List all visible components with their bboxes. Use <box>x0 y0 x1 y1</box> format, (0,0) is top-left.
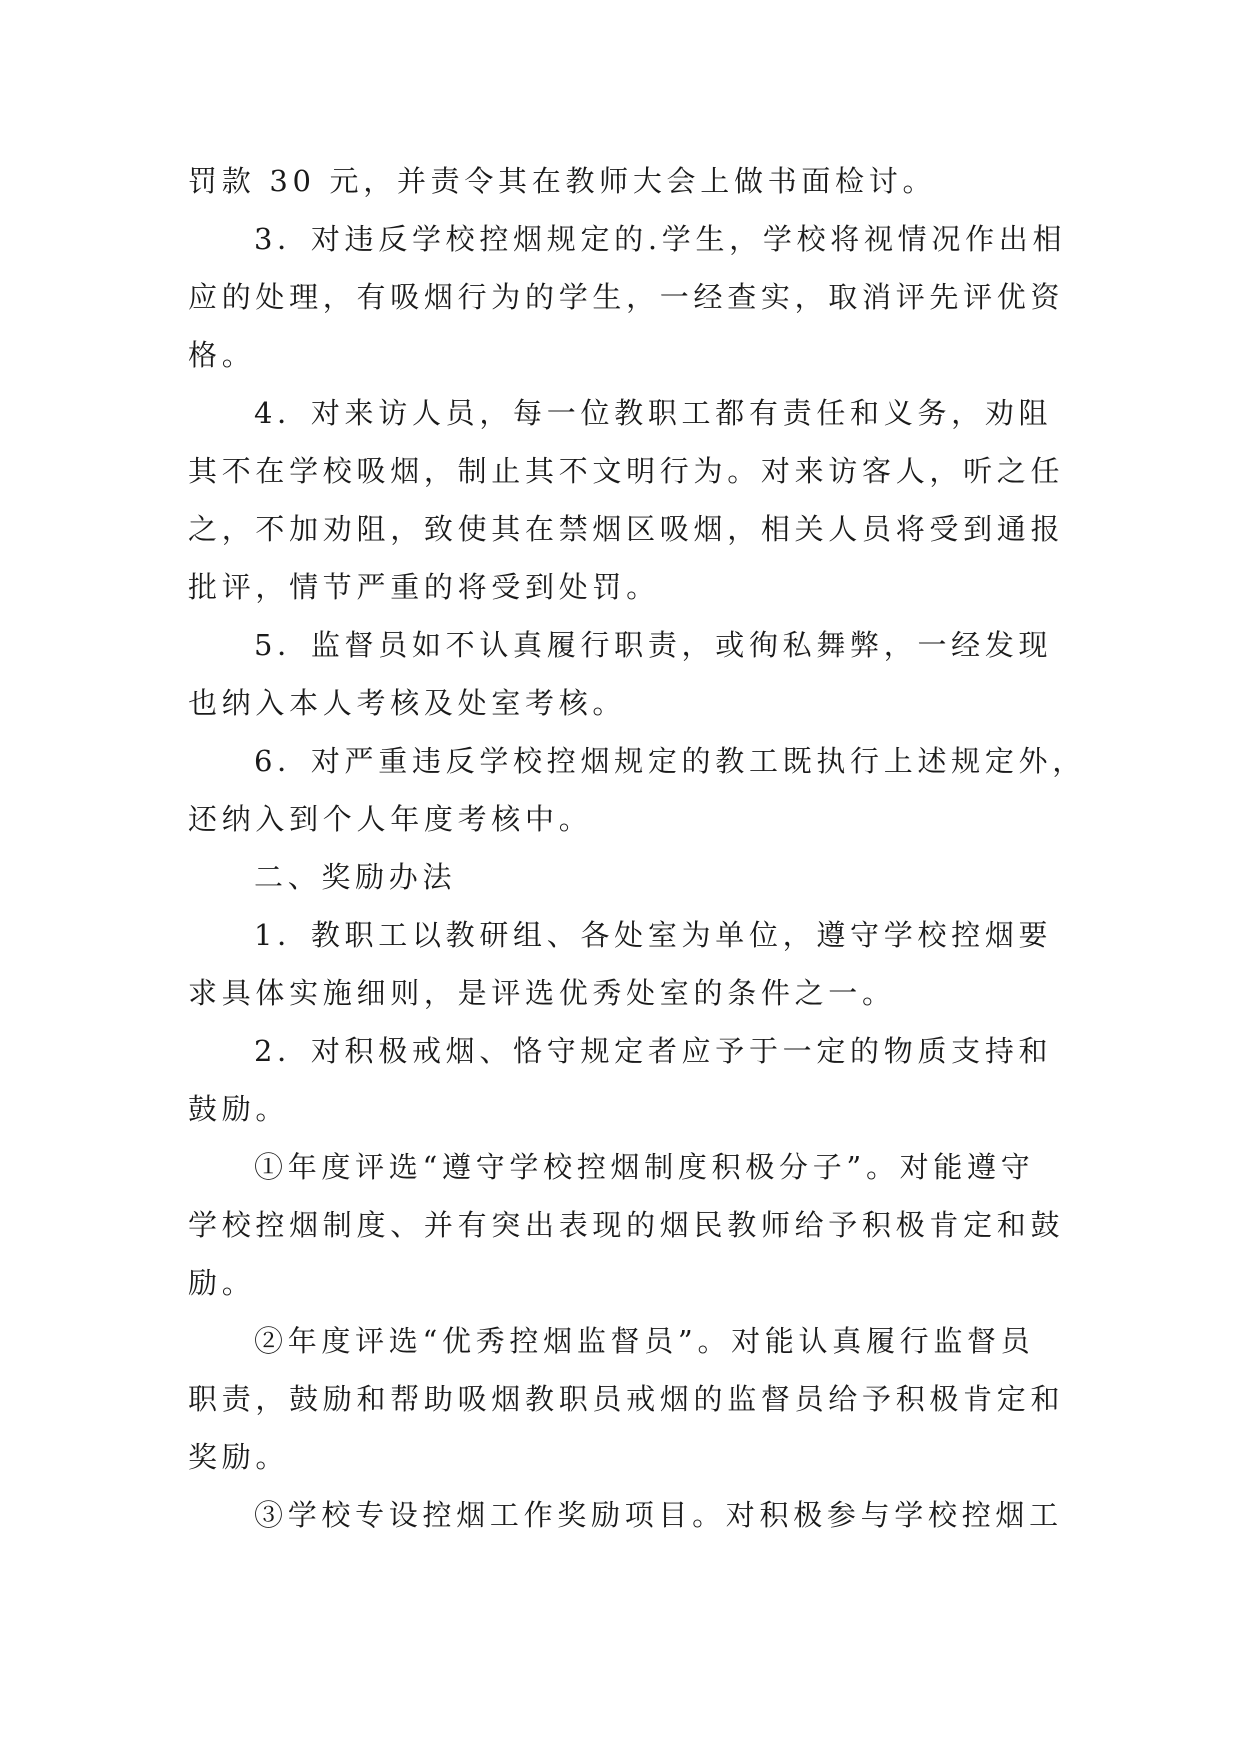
text-line: 4．对来访人员，每一位教职工都有责任和义务，劝阻 <box>254 396 1053 430</box>
text-line: 批评，情节严重的将受到处罚。 <box>188 570 660 604</box>
text-line: 其不在学校吸烟，制止其不文明行为。对来访客人，听之任 <box>188 454 1065 488</box>
text-line: 鼓励。 <box>188 1092 290 1126</box>
text-line: 6．对严重违反学校控烟规定的教工既执行上述规定外， <box>254 744 1086 778</box>
text-line: 应的处理，有吸烟行为的学生，一经查实，取消评先评优资 <box>188 280 1065 314</box>
text-line: 1．教职工以教研组、各处室为单位，遵守学校控烟要 <box>254 918 1053 952</box>
text-line: 罚款 30 元，并责令其在教师大会上做书面检讨。 <box>188 164 937 198</box>
text-line: 5．监督员如不认真履行职责，或徇私舞弊，一经发现 <box>254 628 1053 662</box>
text-line: 学校控烟制度、并有突出表现的烟民教师给予积极肯定和鼓 <box>188 1208 1065 1242</box>
text-line: 职责，鼓励和帮助吸烟教职员戒烟的监督员给予积极肯定和 <box>188 1382 1065 1416</box>
section-heading: 二、奖励办法 <box>254 860 457 894</box>
text-line: 格。 <box>188 338 256 372</box>
text-line: 还纳入到个人年度考核中。 <box>188 802 593 836</box>
text-line: 奖励。 <box>188 1440 290 1474</box>
text-line: 之，不加劝阻，致使其在禁烟区吸烟，相关人员将受到通报 <box>188 512 1065 546</box>
text-line: ③学校专设控烟工作奖励项目。对积极参与学校控烟工 <box>254 1498 1063 1532</box>
text-line: ①年度评选“遵守学校控烟制度积极分子”。对能遵守 <box>254 1150 1035 1184</box>
text-line: 求具体实施细则，是评选优秀处室的条件之一。 <box>188 976 896 1010</box>
text-line: 2．对积极戒烟、恪守规定者应予于一定的物质支持和 <box>254 1034 1053 1068</box>
text-line: 励。 <box>188 1266 256 1300</box>
text-line: 也纳入本人考核及处室考核。 <box>188 686 627 720</box>
text-line: 3．对违反学校控烟规定的.学生，学校将视情况作出相 <box>254 222 1067 256</box>
text-line: ②年度评选“优秀控烟监督员”。对能认真履行监督员 <box>254 1324 1035 1358</box>
document-page <box>188 152 1086 1544</box>
